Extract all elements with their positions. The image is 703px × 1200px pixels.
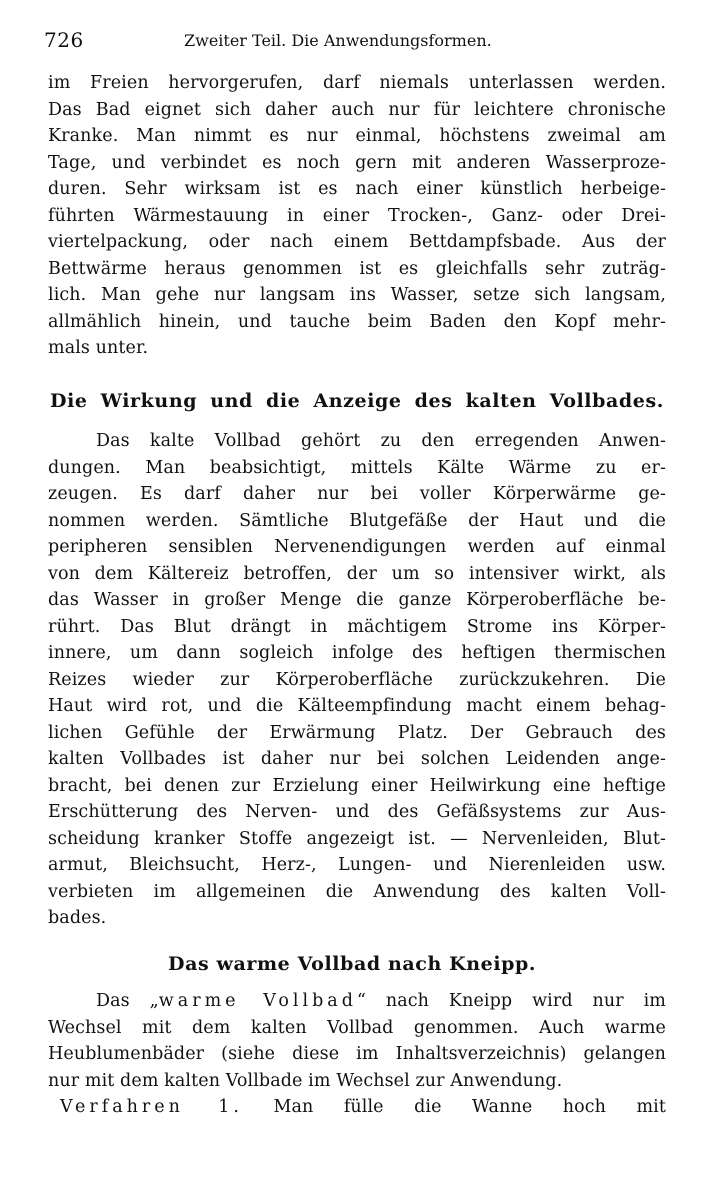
section-heading-warm-bath: Das warme Vollbad nach Kneipp.	[168, 953, 537, 975]
text-line: Das Bad eignet sich daher auch nur für leichtere chronische	[48, 99, 666, 120]
text-line: innere, um dann sogleich infolge des heftigen thermischen	[48, 643, 666, 663]
text-line: das Wasser in großer Menge die ganze Körperoberfläche be-	[48, 590, 666, 610]
section-warm-bath-text	[48, 988, 666, 1121]
running-header	[44, 28, 656, 52]
text-line: Heublumenbäder (siehe diese im Inhaltsverzeichnis) gelangen	[48, 1044, 666, 1064]
text-line: duren. Sehr wirksam ist es nach einer künstlich herbeige-	[48, 179, 666, 199]
running-title: Zweiter Teil. Die Anwendungsformen.	[184, 31, 492, 50]
text-line: kalten Vollbades ist daher nur bei solchen Leidenden ange-	[48, 749, 666, 769]
text-line: Wechsel mit dem kalten Vollbad genommen. Auch warme	[48, 1017, 666, 1038]
warm-bath-term: warme Vollbad	[158, 991, 357, 1011]
section-cold-bath-text	[48, 428, 666, 932]
text-line: scheidung kranker Stoffe angezeigt ist. — Nervenleiden, Blut-	[48, 828, 666, 849]
paragraph-continuation	[48, 70, 666, 362]
text-line: bracht, bei denen zur Erzielung einer Heilwirkung eine heftige	[48, 775, 666, 796]
page-number: 726	[44, 28, 84, 52]
text-line: im Freien hervorgerufen, darf niemals unterlassen werden.	[48, 73, 666, 93]
text-line: armut, Bleichsucht, Herz-, Lungen- und Nierenleiden usw.	[48, 855, 666, 875]
text-line	[48, 1094, 666, 1121]
text-line: nur mit dem kalten Vollbade im Wechsel zur Anwendung.	[48, 1070, 563, 1091]
text-line: peripheren sensiblen Nervenendigungen werden auf einmal	[48, 537, 666, 557]
text-line: Bettwärme heraus genommen ist es gleichfalls sehr zuträg-	[48, 258, 666, 279]
text-line: führten Wärmestauung in einer Trocken-, Ganz- oder Drei-	[48, 205, 666, 226]
intro-rest: “ nach Kneipp wird nur im	[356, 991, 666, 1011]
text-line: Kranke. Man nimmt es nur einmal, höchstens zweimal am	[48, 126, 666, 146]
intro-open: Das „	[96, 991, 159, 1011]
text-line: Haut wird rot, und die Kälteempfindung macht einem behag-	[48, 696, 666, 716]
text-line: lich. Man gehe nur langsam ins Wasser, setze sich langsam,	[48, 285, 666, 305]
text-line: rührt. Das Blut drängt in mächtigem Strome ins Körper-	[48, 616, 666, 637]
text-line: Tage, und verbindet es noch gern mit anderen Wasserproze-	[48, 152, 666, 173]
section-heading-cold-bath: Die Wirkung und die Anzeige des kalten Vollbades.	[50, 390, 664, 412]
text-line: Reizes wieder zur Körperoberfläche zurückzukehren. Die	[48, 669, 666, 690]
text-line: allmählich hinein, und tauche beim Baden den Kopf mehr-	[48, 311, 666, 332]
text-line: mals unter.	[48, 338, 149, 358]
text-line: von dem Kältereiz betroffen, der um so intensiver wirkt, als	[48, 563, 666, 584]
text-line: nommen werden. Sämtliche Blutgefäße der Haut und die	[48, 510, 666, 531]
text-line: Das kalte Vollbad gehört zu den erregenden Anwen-	[96, 431, 666, 451]
text-line	[48, 988, 666, 1015]
text-line: dungen. Man beabsichtigt, mittels Kälte Wärme zu er-	[48, 457, 666, 478]
text-line: lichen Gefühle der Erwärmung Platz. Der Gebrauch des	[48, 722, 666, 743]
text-line: Erschütterung des Nerven- und des Gefäßsystems zur Aus-	[48, 802, 666, 822]
text-line: verbieten im allgemeinen die Anwendung des kalten Voll-	[48, 881, 666, 902]
text-line: bades.	[48, 908, 107, 928]
procedure-text: Man fülle die Wanne hoch mit	[242, 1097, 666, 1117]
text-line: viertelpackung, oder nach einem Bettdampfsbade. Aus der	[48, 232, 666, 252]
text-line: zeugen. Es darf daher nur bei voller Körperwärme ge-	[48, 484, 666, 504]
procedure-label: Verfahren 1.	[60, 1097, 243, 1117]
